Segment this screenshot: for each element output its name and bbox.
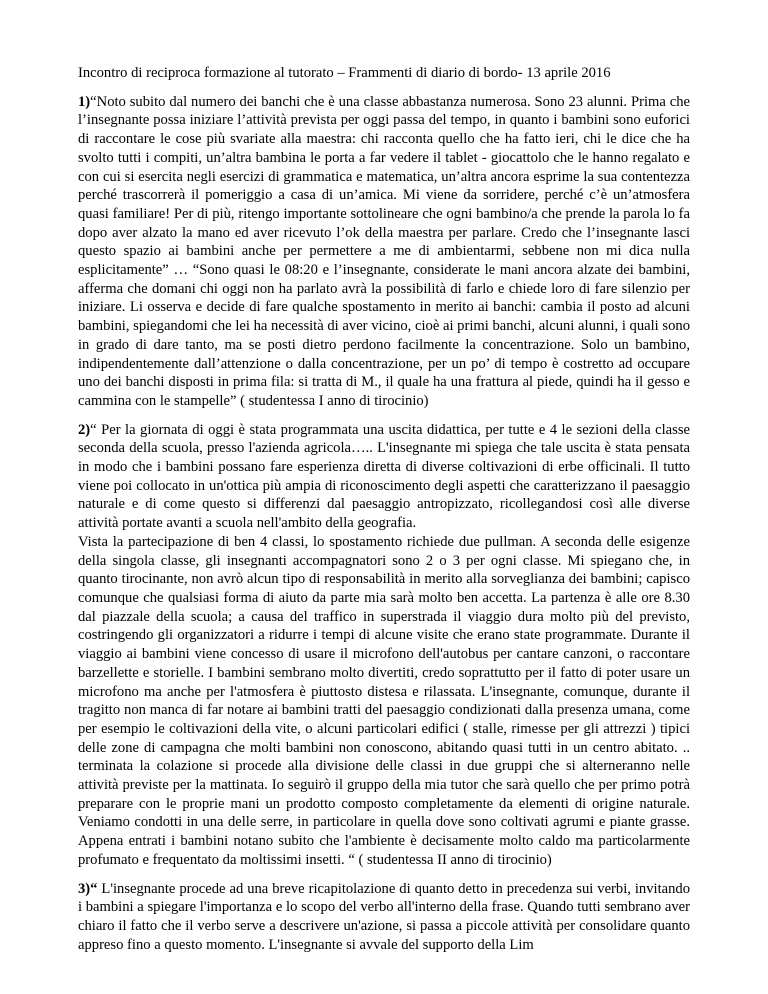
entry-number: 1) (78, 93, 91, 110)
entry-text: Vista la partecipazione di ben 4 classi, lo spostamento richiede due pullman. A seconda delle esigenze della singola classe, gli insegnanti accompagnatori sono 2 o 3 per ogni classe. Mi spiegano che, in quanto tirocinante, non avrò alcun tipo di responsabilità in merito alla sorveglianza dei bambini; capisco comunque che qualsiasi forma di aiuto da parte mia sarà molto ben accetta. La partenza è alle ore 8.30 dal piazzale della scuola; a causa del traffico in superstrada il viaggio dura molto più del previsto, costringendo gli organizzatori a ridurre i tempi di alcune visite che erano state programmate. Durante il viaggio ai bambini viene concesso di usare il microfono dell'autobus per cantare canzoni, o raccontare barzellette e storielle. I bambini sembrano molto divertiti, credo soprattutto per il fatto di poter usare un microfono ma anche per l'atmosfera è piuttosto distesa e rilassata. L'insegnante, comunque, durante il tragitto non manca di far notare ai bambini tratti del paesaggio condizionati dalla presenza umana, come per esempio le coltivazioni della vite, o alcuni particolari edifici ( stalle, rimesse per gli attrezzi ) tipici delle zone di campagna che molti bambini non conoscono, abitando quasi tutti in un centro abitato. .. terminata la colazione si procede alla divisione delle classi in due gruppi che si alterneranno nelle attività previste per la mattinata. Io seguirò il gruppo della mia tutor che sarà quello che per primo potrà preparare con le proprie mani un prodotto composto completamente da elementi di origine naturale. Veniamo condotti in una delle serre, in particolare in quella dove sono coltivati agrumi e piante grasse. Appena entrati i bambini notano subito che l'ambiente è decisamente molto caldo ma particolarmente profumato e frequentato da moltissimi insetti. “ ( studentessa II anno di tirocinio) (78, 533, 690, 868)
entry-paragraph (78, 880, 690, 955)
diary-entry-2 (78, 421, 690, 870)
entry-text: “Noto subito dal numero dei banchi che è una classe abbastanza numerosa. Sono 23 alunni. Prima che l’insegnante possa iniziare l’attività prevista per oggi passa del tempo, in quanto i bambini sono euforici di raccontare le cose più svariate alla maestra: chi racconta quello che ha fatto ieri, chi le dice che ha svolto tutti i compiti, un’altra bambina le porta a far vedere il tablet - giocattolo che le hanno regalato e con cui si esercita negli esercizi di grammatica e matematica, un’altra ancora esprime la sua contentezza perché trascorrerà il pomeriggio a casa di un’amica. Mi viene da sorridere, perché c’è un’atmosfera quasi familiare! Per di più, ritengo importante sottolineare che ogni bambino/a che prende la parola lo fa dopo aver alzato la mano ed aver ricevuto l’ok della maestra per parlare. Credo che l’insegnante lasci questo spazio ai bambini anche per permettere a me di ambientarmi, sebbene non mi dica nulla esplicitamente” … “Sono quasi le 08:20 e l’insegnante, considerate le mani ancora alzate dei bambini, afferma che domani chi oggi non ha parlato avrà la possibilità di farlo e chiede loro di fare silenzio per iniziare. Li osserva e decide di fare qualche spostamento in merito ai banchi: cambia il posto ad alcuni bambini, spiegandomi che lei ha necessità di aver vicino, cioè ai primi banchi, alcuni alunni, i quali sono in grado di dare tanto, ma se posti dietro perdono facilmente la concentrazione. Solo un bambino, indipendentemente dall’attenzione o dalla concentrazione, per un po’ di tempo è costretto ad occupare uno dei banchi disposti in prima fila: si tratta di M., il quale ha una frattura al piede, quindi ha il gesso e cammina con le stampelle” ( studentessa I anno di tirocinio) (78, 93, 690, 409)
entry-text: “ Per la giornata di oggi è stata programmata una uscita didattica, per tutte e 4 le sezioni della classe seconda della scuola, presso l'azienda agricola….. L'insegnante mi spiega che tale uscita è stata pensata in modo che i bambini possano fare esperienza diretta di diverse coltivazioni di erbe officinali. Il tutto viene poi collocato in un'ottica più ampia di riconoscimento degli aspetti che caratterizzano il paesaggio naturale e di come questo si differenzi dal paesaggio antropizzato, ricollegandosi così alle diverse attività portate avanti a scuola nell'ambito della geografia. (78, 421, 690, 532)
entry-paragraph (78, 533, 690, 870)
entry-paragraph (78, 93, 690, 411)
entry-paragraph (78, 421, 690, 533)
entry-number: 2) (78, 421, 91, 438)
entry-number: 3)“ (78, 880, 98, 897)
document-title: Incontro di reciproca formazione al tutorato – Frammenti di diario di bordo- 13 aprile 2016 (78, 65, 611, 81)
document-page (78, 64, 690, 964)
diary-entry-3 (78, 880, 690, 955)
diary-entry-1 (78, 93, 690, 411)
entry-text: L'insegnante procede ad una breve ricapitolazione di quanto detto in precedenza sui verbi, invitando i bambini a spiegare l'importanza e lo scopo del verbo all'interno della frase. Quando tutti sembrano aver chiaro il fatto che il verbo serve a descrivere un'azione, si passa a piccole attività per consolidare quanto appreso fino a questo momento. L'insegnante si avvale del supporto della Lim (78, 880, 690, 953)
